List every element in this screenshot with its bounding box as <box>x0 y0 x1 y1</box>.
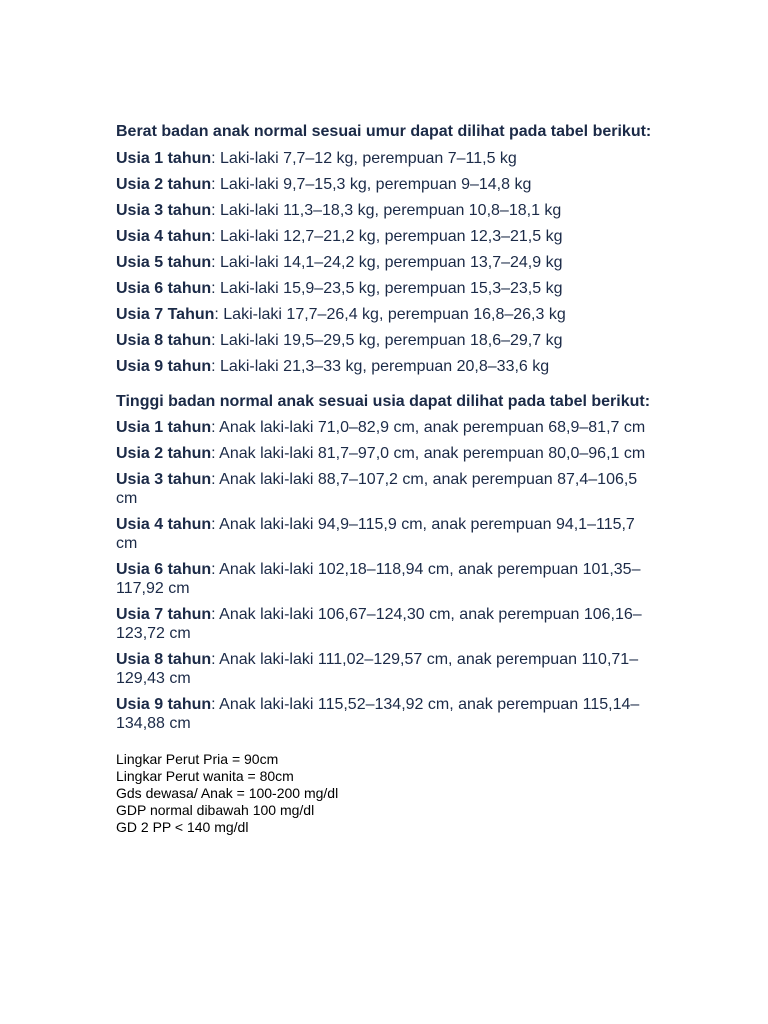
height-item <box>116 605 656 643</box>
weight-item <box>116 149 656 168</box>
note-line: GD 2 PP < 140 mg/dl <box>116 819 249 835</box>
weight-item-age: Usia 2 tahun <box>116 176 212 193</box>
height-item-text: : Anak laki-laki 94,9–115,9 cm, anak perempuan 94,1–115,7 cm <box>116 516 635 552</box>
weight-item <box>116 357 656 376</box>
height-item-text: : Anak laki-laki 102,18–118,94 cm, anak perempuan 101,35–117,92 cm <box>116 561 641 597</box>
height-section-heading: Tinggi badan normal anak sesuai usia dapat dilihat pada tabel berikut: <box>116 393 651 410</box>
height-item-age: Usia 1 tahun <box>116 419 212 436</box>
height-list <box>116 418 656 733</box>
weight-item-age: Usia 8 tahun <box>116 332 212 349</box>
height-item-age: Usia 7 tahun <box>116 606 212 623</box>
height-item-age: Usia 2 tahun <box>116 445 212 462</box>
height-item <box>116 650 656 688</box>
document-page <box>116 122 656 836</box>
height-item-text: : Anak laki-laki 71,0–82,9 cm, anak perempuan 68,9–81,7 cm <box>211 419 646 436</box>
weight-item-age: Usia 1 tahun <box>116 150 212 167</box>
height-item-text: : Anak laki-laki 88,7–107,2 cm, anak perempuan 87,4–106,5 cm <box>116 471 638 507</box>
weight-item <box>116 201 656 220</box>
height-item <box>116 695 656 733</box>
height-item <box>116 444 656 463</box>
weight-item-text: : Laki-laki 15,9–23,5 kg, perempuan 15,3–23,5 kg <box>211 280 563 297</box>
weight-item-age: Usia 3 tahun <box>116 202 212 219</box>
weight-item <box>116 279 656 298</box>
height-item-age: Usia 6 tahun <box>116 561 212 578</box>
weight-item-text: : Laki-laki 17,7–26,4 kg, perempuan 16,8–26,3 kg <box>214 306 566 323</box>
height-item-age: Usia 3 tahun <box>116 471 212 488</box>
weight-item-text: : Laki-laki 9,7–15,3 kg, perempuan 9–14,8 kg <box>211 176 532 193</box>
height-item-age: Usia 9 tahun <box>116 696 212 713</box>
height-item <box>116 515 656 553</box>
height-item <box>116 418 656 437</box>
note-line: Gds dewasa/ Anak = 100-200 mg/dl <box>116 785 339 801</box>
notes-block <box>116 751 656 836</box>
height-item-text: : Anak laki-laki 115,52–134,92 cm, anak perempuan 115,14–134,88 cm <box>116 696 640 732</box>
weight-item-age: Usia 4 tahun <box>116 228 212 245</box>
height-item-text: : Anak laki-laki 81,7–97,0 cm, anak perempuan 80,0–96,1 cm <box>211 445 646 462</box>
height-item <box>116 560 656 598</box>
weight-item-text: : Laki-laki 14,1–24,2 kg, perempuan 13,7–24,9 kg <box>211 254 563 271</box>
weight-item-age: Usia 5 tahun <box>116 254 212 271</box>
weight-item <box>116 253 656 272</box>
weight-item-text: : Laki-laki 19,5–29,5 kg, perempuan 18,6–29,7 kg <box>211 332 563 349</box>
weight-section-heading: Berat badan anak normal sesuai umur dapat dilihat pada tabel berikut: <box>116 123 652 140</box>
height-item-age: Usia 8 tahun <box>116 651 212 668</box>
weight-item-age: Usia 6 tahun <box>116 280 212 297</box>
weight-item-age: Usia 9 tahun <box>116 358 212 375</box>
weight-item-text: : Laki-laki 7,7–12 kg, perempuan 7–11,5 kg <box>211 150 517 167</box>
weight-item <box>116 227 656 246</box>
weight-item-text: : Laki-laki 12,7–21,2 kg, perempuan 12,3–21,5 kg <box>211 228 563 245</box>
weight-item-text: : Laki-laki 21,3–33 kg, perempuan 20,8–33,6 kg <box>211 358 550 375</box>
height-item-text: : Anak laki-laki 106,67–124,30 cm, anak perempuan 106,16–123,72 cm <box>116 606 642 642</box>
height-item <box>116 470 656 508</box>
height-item-text: : Anak laki-laki 111,02–129,57 cm, anak perempuan 110,71–129,43 cm <box>116 651 639 687</box>
weight-item-text: : Laki-laki 11,3–18,3 kg, perempuan 10,8–18,1 kg <box>211 202 562 219</box>
note-line: GDP normal dibawah 100 mg/dl <box>116 802 315 818</box>
weight-item <box>116 305 656 324</box>
note-line: Lingkar Perut wanita = 80cm <box>116 768 294 784</box>
weight-item <box>116 331 656 350</box>
note-line: Lingkar Perut Pria = 90cm <box>116 751 279 767</box>
weight-item-age: Usia 7 Tahun <box>116 306 215 323</box>
height-item-age: Usia 4 tahun <box>116 516 212 533</box>
weight-item <box>116 175 656 194</box>
weight-list <box>116 149 656 376</box>
